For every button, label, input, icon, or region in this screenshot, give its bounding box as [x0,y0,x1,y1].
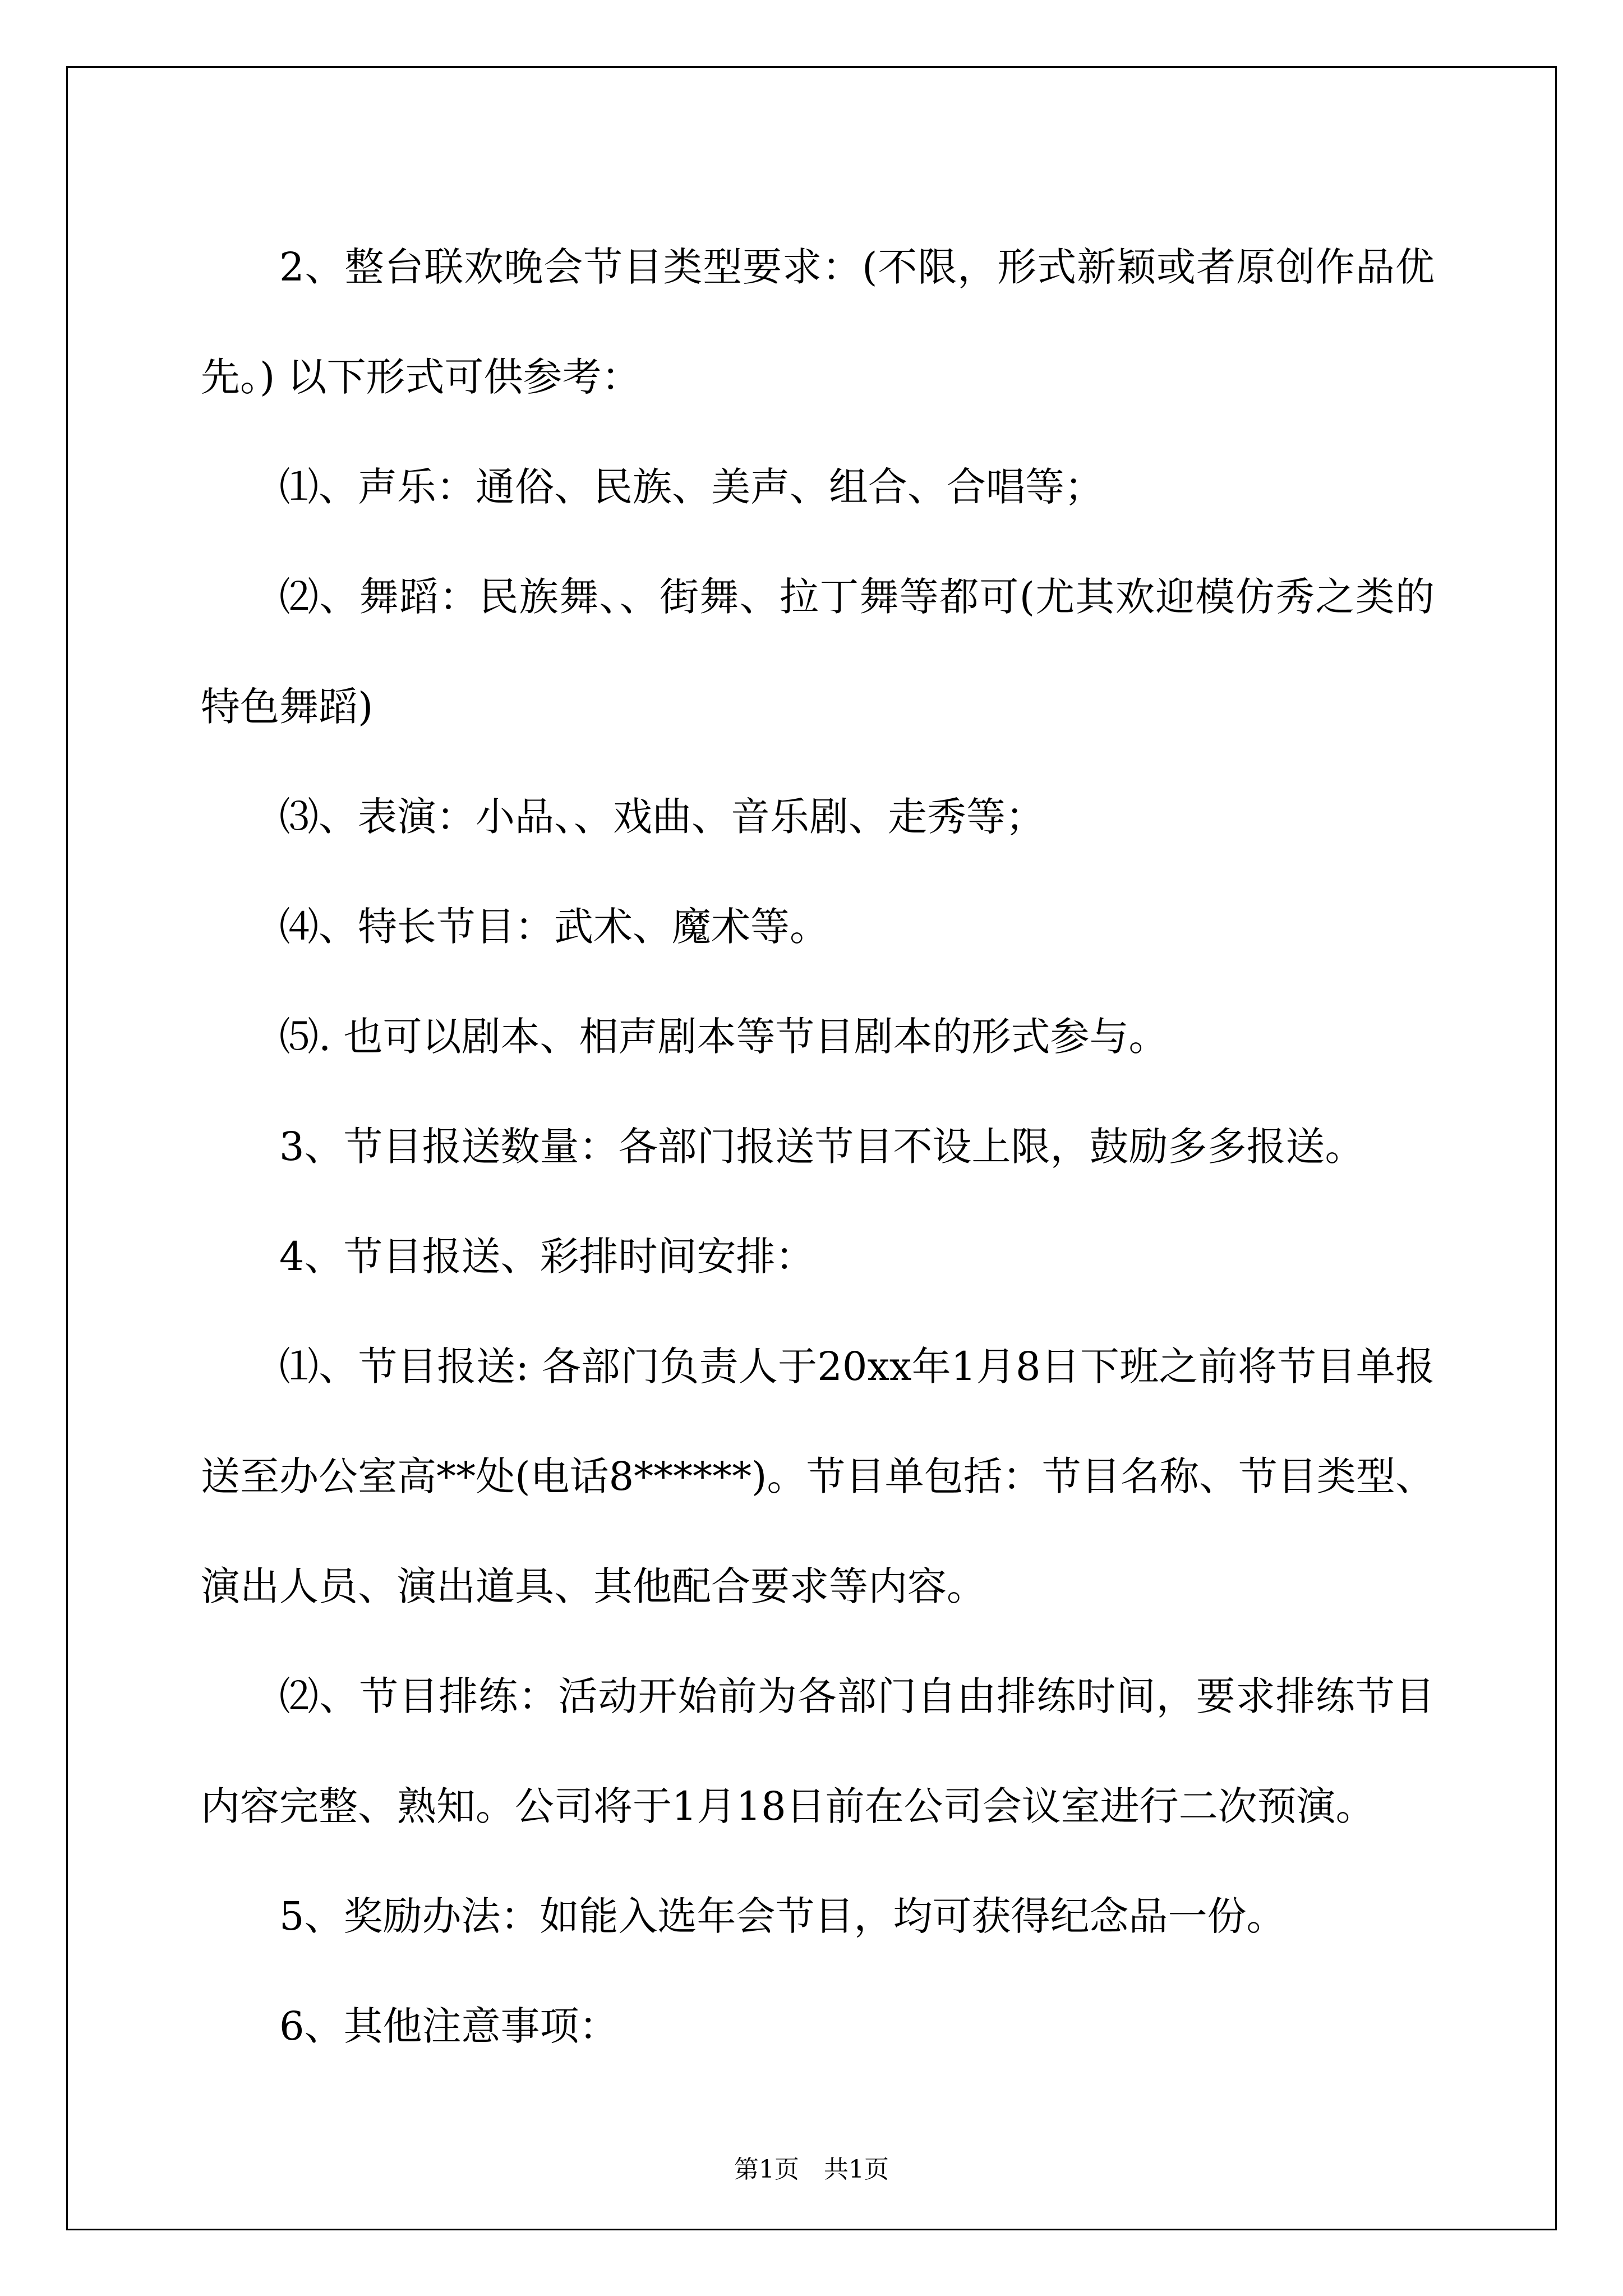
paragraph-submission-count: 3、节目报送数量：各部门报送节目不设上限，鼓励多多报送。 [279,1124,1364,1170]
page-footer: 第1页 共1页 [734,2155,889,2184]
paragraph-vocal: ⑴、声乐：通俗、民族、美声、组合、合唱等； [279,464,1104,510]
paragraph-rehearsal: ⑵、节目排练：活动开始前为各部门自由排练时间，要求排练节目内容完整、熟知。公司将于1月18日前在公司会议室进行二次预演。 [201,1673,1435,1829]
document-body [201,212,1435,2081]
paragraph-other-notes: 6、其他注意事项： [279,2003,619,2049]
paragraph-special-talent: ⑷、特长节目：武术、魔术等。 [279,904,829,950]
paragraph-dance: ⑵、舞蹈：民族舞、、街舞、拉丁舞等都可(尤其欢迎模仿秀之类的特色舞蹈) [201,574,1435,730]
paragraph-scripts: ⑸. 也可以剧本、相声剧本等节目剧本的形式参与。 [279,1014,1168,1060]
paragraph-submission: ⑴、节目报送: 各部门负责人于20xx年1月8日下班之前将节目单报送至办公室高**处(电话8******)。节目单包括：节目名称、节目类型、演出人员、演出道具、其他配合要求等内容。 [201,1343,1435,1609]
paragraph-rewards: 5、奖励办法：如能入选年会节目，均可获得纪念品一份。 [279,1893,1286,1939]
paragraph-schedule-heading: 4、节目报送、彩排时间安排： [279,1234,815,1280]
paragraph-program-types: 2、整台联欢晚会节目类型要求：(不限，形式新颖或者原创作品优先。) 以下形式可供参考： [201,244,1435,400]
paragraph-performance: ⑶、表演：小品、、戏曲、音乐剧、走秀等； [279,794,1045,840]
